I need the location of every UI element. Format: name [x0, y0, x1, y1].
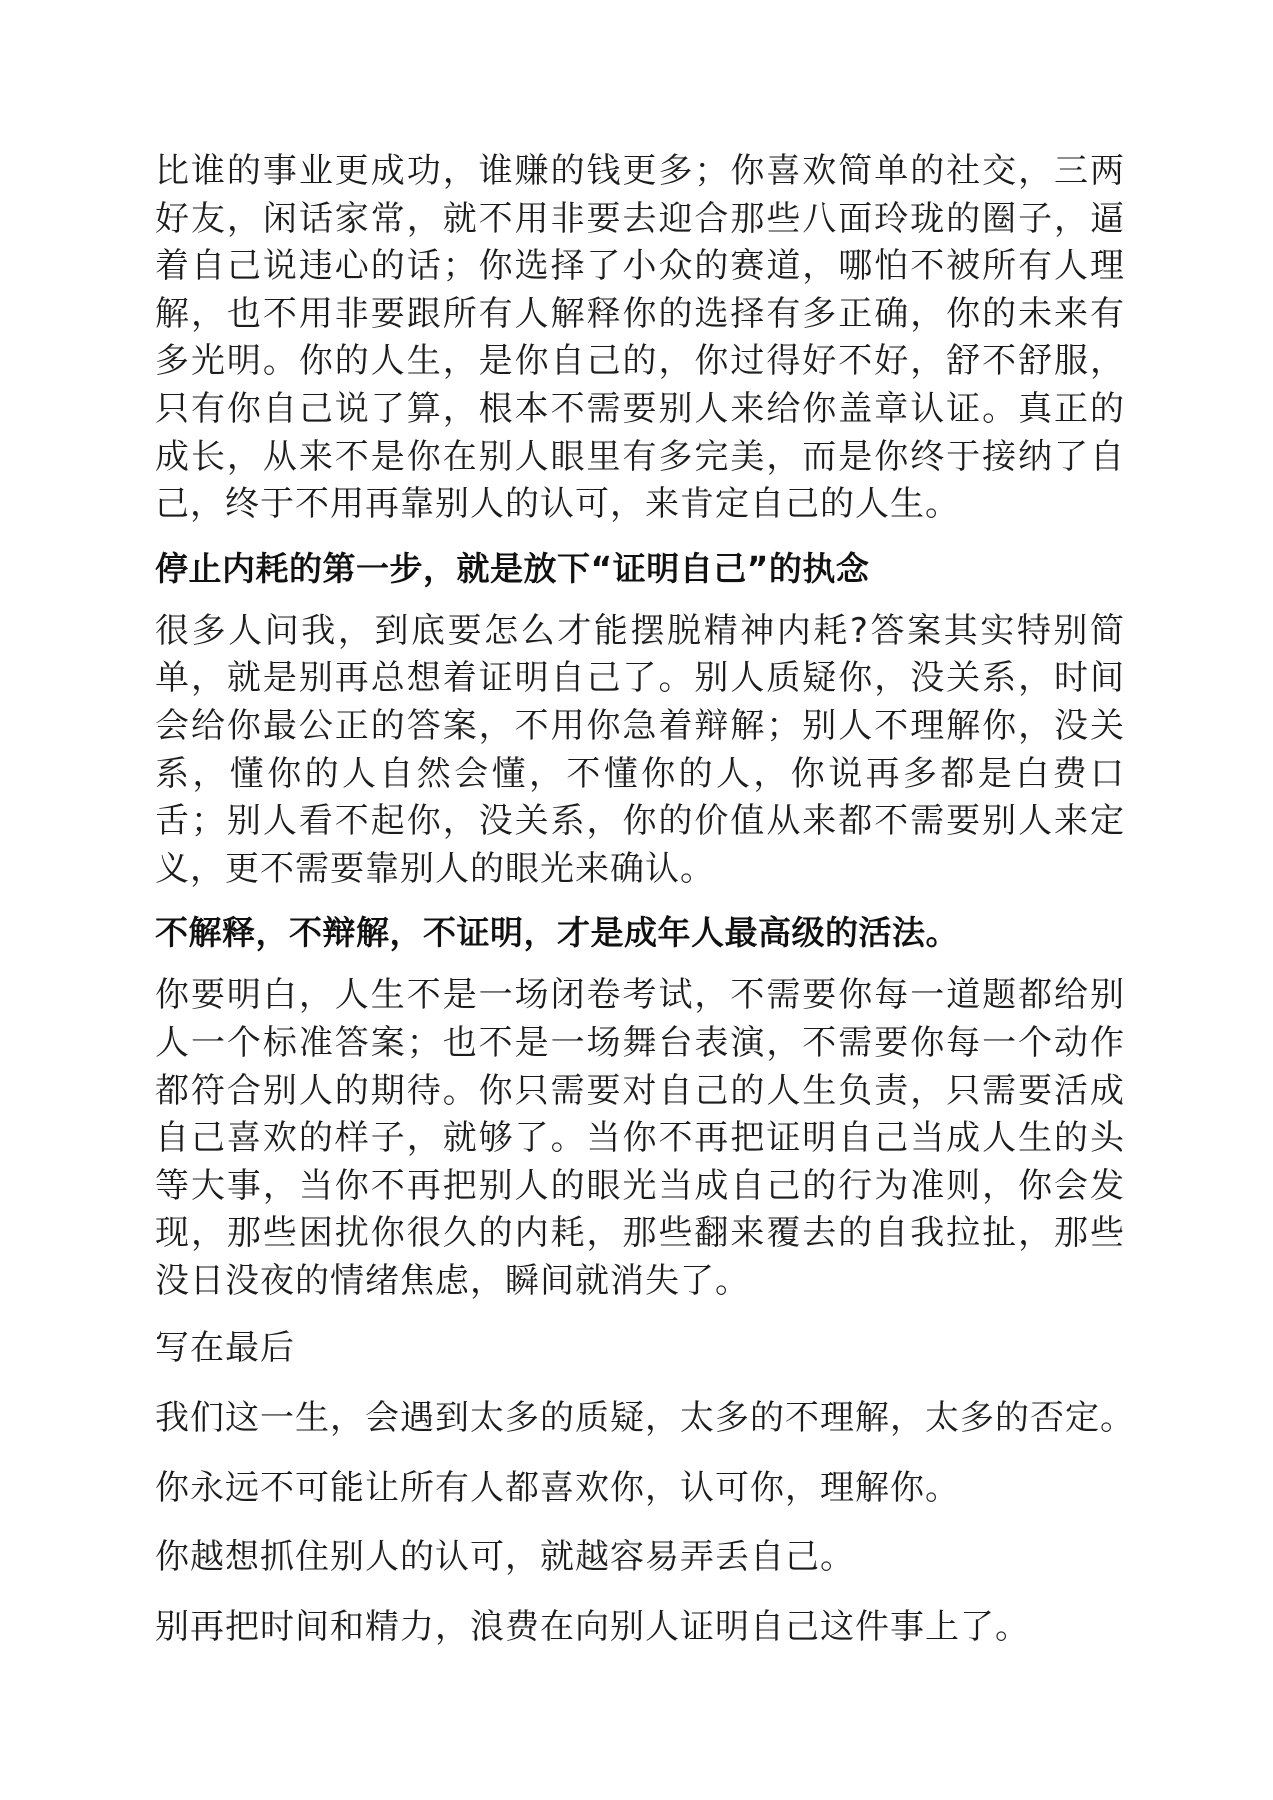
closing-line-2: 你永远不可能让所有人都喜欢你，认可你，理解你。 [155, 1467, 960, 1508]
closing-line-4: 别再把时间和精力，浪费在向别人证明自己这件事上了。 [155, 1606, 1030, 1647]
section-heading-closing: 写在最后 [155, 1328, 295, 1369]
section-heading-stop-internal-friction: 停止内耗的第一步，就是放下“证明自己”的执念 [155, 548, 870, 588]
closing-line-1: 我们这一生，会遇到太多的质疑，太多的不理解，太多的否定。 [155, 1398, 1135, 1439]
paragraph-life-not-exam: 你要明白，人生不是一场闭卷考试，不需要你每一道题都给别人一个标准答案；也不是一场舞台表演，不需要你每一个动作都符合别人的期待。你只需要对自己的人生负责，只需要活成自己喜欢的样子，就够了。当你不再把证明自己当成人生的头等大事，当你不再把别人的眼光当成自己的行为准则，你会发现，那些困扰你很久的内耗，那些翻来覆去的自我拉扯，那些没日没夜的情绪焦虑，瞬间就消失了。 [155, 975, 1125, 1301]
article-body [155, 148, 1135, 1651]
closing-line-3: 你越想抓住别人的认可，就越容易弄丢自己。 [155, 1537, 855, 1578]
paragraph-how-to-escape: 很多人问我，到底要怎么才能摆脱精神内耗?答案其实特别简单，就是别再总想着证明自己了。别人质疑你，没关系，时间会给你最公正的答案，不用你急着辩解；别人不理解你，没关系，懂你的人自然会懂，不懂你的人，你说再多都是白费口舌；别人看不起你，没关系，你的价值从来都不需要别人来定义，更不需要靠别人的眼光来确认。 [155, 610, 1125, 889]
section-heading-no-explain: 不解释，不辩解，不证明，才是成年人最高级的活法。 [155, 913, 959, 953]
paragraph-intro: 比谁的事业更成功，谁赚的钱更多；你喜欢简单的社交，三两好友，闲话家常，就不用非要去迎合那些八面玲珑的圈子，逼着自己说违心的话；你选择了小众的赛道，哪怕不被所有人理解，也不用非要跟所有人解释你的选择有多正确，你的未来有多光明。你的人生，是你自己的，你过得好不好，舒不舒服，只有你自己说了算，根本不需要别人来给你盖章认证。真正的成长，从来不是你在别人眼里有多完美，而是你终于接纳了自己，终于不用再靠别人的认可，来肯定自己的人生。 [155, 151, 1125, 525]
